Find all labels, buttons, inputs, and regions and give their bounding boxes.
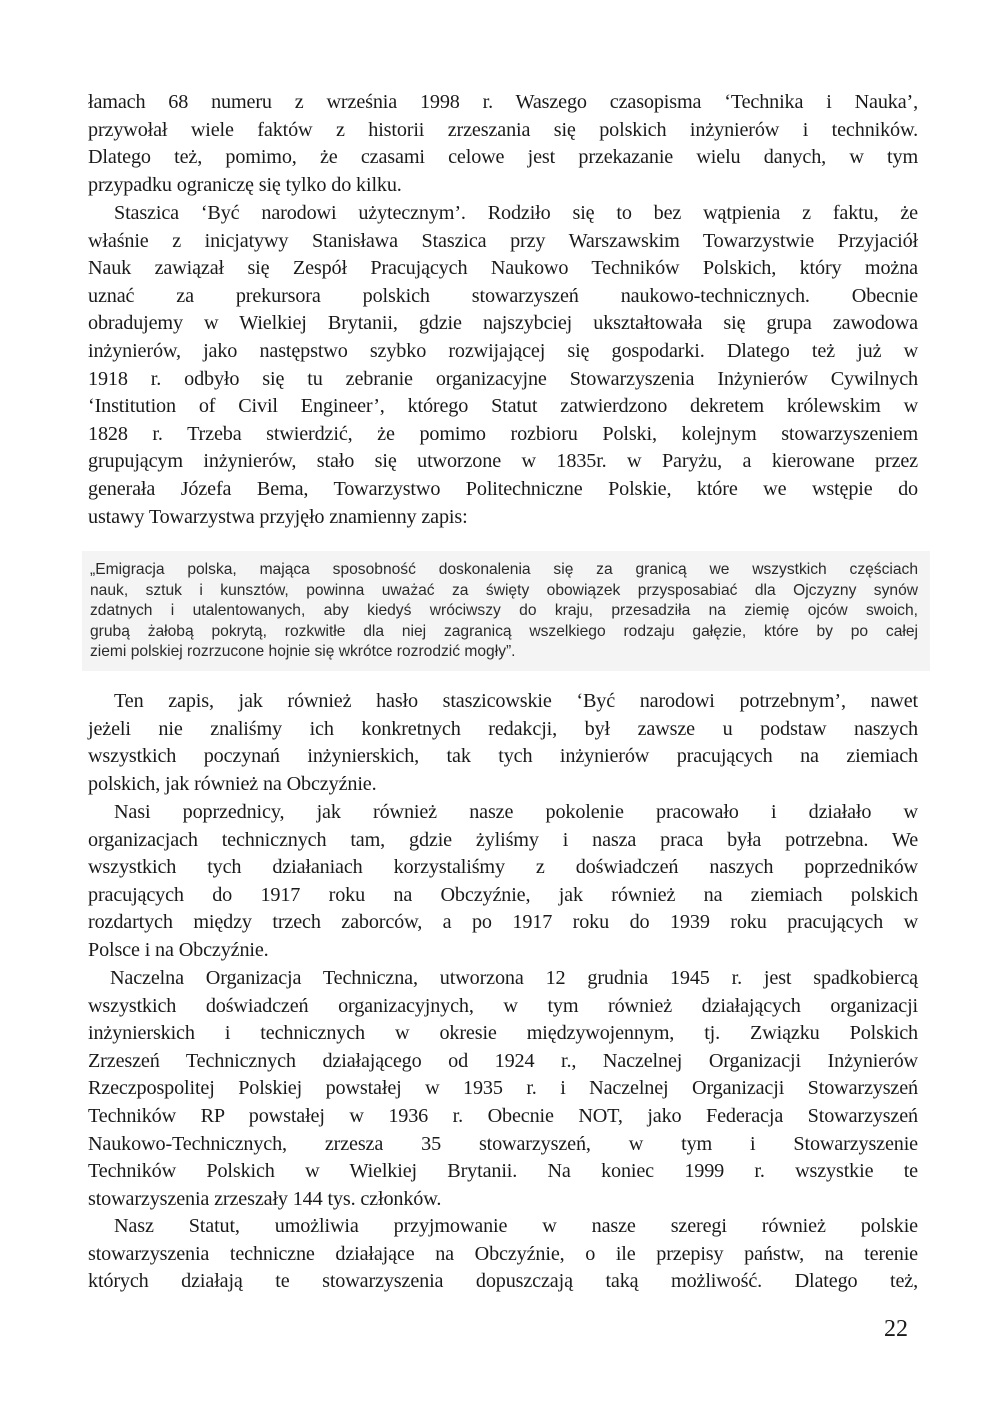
text-line: przypadku ograniczę się tylko do kilku. [88, 173, 402, 196]
text-line: Nasz Statut, umożliwia przyjmowanie w nasze szeregi również polskie [114, 1215, 918, 1237]
text-line: Naukowo-Technicznych, zrzesza 35 stowarzyszeń, w tym i Stowarzyszenie [88, 1132, 918, 1155]
paragraph-motto [88, 688, 918, 798]
text-line: których działają te stowarzyszenia dopuszczają taką możliwość. Dlatego też, [88, 1270, 918, 1293]
text-line: stowarzyszenia techniczne działające na Obczyźnie, o ile przepisy państw, na terenie [88, 1242, 918, 1265]
text-line: Ten zapis, jak również hasło staszicowskie ‘Być narodowi potrzebnym’, nawet [114, 690, 918, 712]
text-line: 1918 r. odbyło się tu zebranie organizacyjne Stowarzyszenia Inżynierów Cywilnych [88, 367, 918, 390]
text-line: ustawy Towarzystwa przyjęło znamienny zapis: [88, 505, 468, 528]
text-line: Techników Polskich w Wielkiej Brytanii. Na koniec 1999 r. wszystkie te [88, 1160, 918, 1183]
quote-line: nauk, sztuk i kunsztów, powinna uważać za święty obowiązek przysposabiać dla Ojczyzny synów [90, 581, 918, 599]
quote-line: zdatnych i utalentowanych, aby kiedyś wróciwszy do kraju, przesadziła na ziemię ojców swoich, [90, 602, 918, 620]
paragraph-intro-continued [88, 89, 918, 199]
text-line: Rzeczpospolitej Polskiej powstałej w 1935 r. i Naczelnej Organizacji Stowarzyszeń [88, 1077, 918, 1100]
text-line: ‘Institution of Civil Engineer’, którego Statut zatwierdzono dekretem królewskim w [88, 395, 918, 418]
text-line: Naczelna Organizacja Techniczna, utworzona 12 grudnia 1945 r. jest spadkobiercą [110, 967, 918, 989]
text-line: uznać za prekursora polskich stowarzyszeń naukowo-technicznych. Obecnie [88, 284, 918, 307]
text-line: polskich, jak również na Obczyźnie. [88, 772, 377, 795]
paragraph-not [88, 965, 918, 1213]
text-line: Zrzeszeń Technicznych działającego od 1924 r., Naczelnej Organizacji Inżynierów [88, 1049, 918, 1072]
text-line: Nasi poprzednicy, jak również nasze pokolenie pracowało i działało w [114, 801, 918, 823]
quote-line: „Emigracja polska, mająca sposobność doskonalenia się za granicą we wszystkich częściach [90, 561, 918, 578]
text-line: generała Józefa Bema, Towarzystwo Politechniczne Polskie, które we wstępie do [88, 477, 918, 500]
text-line: inżynierów, jako następstwo szybko rozwijającej się gospodarki. Dlatego też już w [88, 339, 918, 362]
text-line: Polsce i na Obczyźnie. [88, 938, 269, 961]
text-line: grupującym inżynierów, stało się utworzone w 1835r. w Paryżu, a kierowane przez [88, 450, 918, 473]
quote-line: ziemi polskiej rozrzucone hojnie się wkrótce rozrodzić mogły”. [90, 643, 516, 661]
text-line: Techników RP powstałej w 1936 r. Obecnie NOT, jako Federacja Stowarzyszeń [88, 1104, 918, 1127]
text-line: stowarzyszenia zrzeszały 144 tys. członków. [88, 1187, 442, 1210]
text-line: inżynierskich i technicznych w okresie międzywojennym, tj. Związku Polskich [88, 1022, 918, 1045]
text-line: przywołał wiele faktów z historii zrzeszania się polskich inżynierów i techników. [88, 118, 918, 141]
paragraph-statute [88, 1213, 918, 1296]
text-line: rozdartych między trzech zaborców, a po 1917 roku do 1939 roku pracujących w [88, 911, 918, 934]
text-line: wszystkich poczynań inżynierskich, tak tych inżynierów pracujących na ziemiach [88, 745, 918, 768]
page-number: 22 [884, 1316, 908, 1342]
text-line: Staszica ‘Być narodowi użytecznym’. Rodziło się to bez wątpienia z faktu, że [114, 202, 918, 224]
text-line: Dlatego też, pomimo, że czasami celowe jest przekazanie wielu danych, w tym [88, 146, 918, 169]
block-quote [90, 560, 918, 663]
text-line: wszystkich tych działaniach korzystaliśmy z doświadczeń naszych poprzedników [88, 856, 918, 879]
text-line: organizacjach technicznych tam, gdzie żyliśmy i nasza praca była potrzebna. We [88, 828, 918, 851]
text-line: jeżeli nie znaliśmy ich konkretnych redakcji, był zawsze u podstaw naszych [88, 717, 918, 740]
text-line: Nauk zawiązał się Zespół Pracujących Naukowo Techników Polskich, który można [88, 257, 918, 280]
text-line: 1828 r. Trzeba stwierdzić, że pomimo rozbioru Polski, kolejnym stowarzyszeniem [88, 422, 918, 445]
text-line: właśnie z inicjatywy Stanisława Staszica przy Warszawskim Towarzystwie Przyjaciół [88, 229, 918, 252]
quote-line: grubą żałobą pokrytą, rozkwitłe dla niej zagranicą wszelkiego rodzaju gałęzie, które by po całej [90, 622, 918, 640]
text-line: wszystkich doświadczeń organizacyjnych, w tym również działających organizacji [88, 994, 918, 1017]
text-line: łamach 68 numeru z września 1998 r. Waszego czasopisma ‘Technika i Nauka’, [88, 91, 918, 113]
text-line: obradujemy w Wielkiej Brytanii, gdzie najszybciej ukształtowała się grupa zawodowa [88, 312, 918, 335]
text-line: pracujących do 1917 roku na Obczyźnie, jak również na ziemiach polskich [88, 883, 918, 906]
paragraph-staszic [88, 200, 918, 531]
paragraph-predecessors [88, 799, 918, 965]
